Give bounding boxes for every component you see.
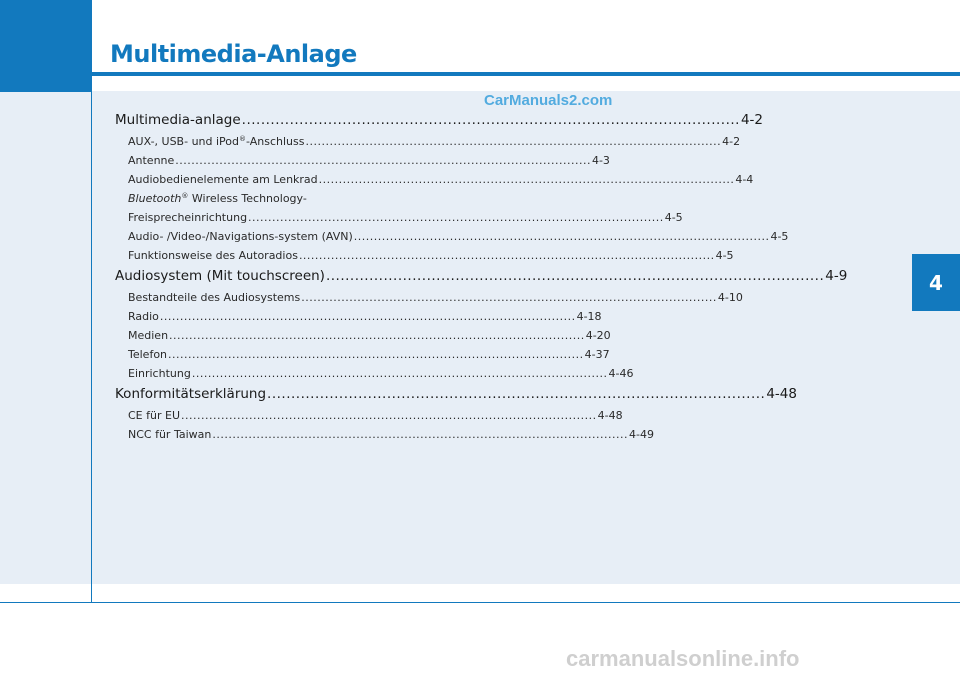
corner-block: [0, 0, 92, 92]
toc-page-number: 4-18: [576, 310, 602, 323]
toc-label: Freisprecheinrichtung: [128, 211, 248, 224]
toc-label: Medien: [128, 329, 169, 342]
toc-entry-bestandteile[interactable]: [115, 288, 743, 307]
toc-label: Audio- /Video-/Navigations-system (AVN): [128, 230, 353, 243]
toc-label: Antenne: [128, 154, 175, 167]
toc-page-number: 4-48: [766, 386, 797, 402]
title-underline: [92, 72, 960, 76]
toc-leader: ........................................................................................................: [267, 386, 766, 402]
toc-leader: ........................................................................................................: [159, 310, 576, 323]
toc-label: Telefon: [128, 348, 168, 361]
toc-entry-funktionsweise[interactable]: [115, 246, 734, 265]
toc-page-number: 4-48: [597, 409, 623, 422]
toc-page-number: 4-49: [629, 428, 654, 441]
toc-page-number: 4-9: [825, 268, 848, 284]
toc-entry-telefon[interactable]: [115, 345, 610, 364]
toc-page-number: 4-37: [584, 348, 610, 361]
toc-entry-konformitaetserklaerung[interactable]: [115, 383, 797, 406]
vertical-divider: [91, 0, 92, 603]
toc-label: Bestandteile des Audiosystems: [128, 291, 301, 304]
toc-entry-avn[interactable]: [115, 227, 789, 246]
toc-leader: ........................................................................................................: [168, 348, 584, 361]
toc-leader: ........................................................................................................: [298, 249, 715, 262]
toc-leader: ........................................................................................................: [248, 211, 664, 224]
toc-entry-ce-eu[interactable]: [115, 406, 623, 425]
toc-leader: ........................................................................................................: [305, 135, 722, 148]
table-of-contents: [115, 109, 848, 444]
toc-label: Bluetooth® Wireless Technology-: [128, 192, 307, 205]
toc-label: AUX-, USB- und iPod®-Anschluss: [128, 135, 305, 148]
sidebar-band: [0, 92, 92, 584]
toc-leader: ........................................................................................................: [301, 291, 717, 304]
toc-entry-radio[interactable]: [115, 307, 602, 326]
toc-entry-freisprecheinrichtung[interactable]: [115, 208, 683, 227]
toc-label: NCC für Taiwan: [128, 428, 212, 441]
toc-entry-ncc-taiwan[interactable]: [115, 425, 654, 444]
toc-page-number: 4-46: [608, 367, 634, 380]
toc-label: Konformitätserklärung: [115, 386, 267, 402]
toc-page-number: 4-2: [722, 135, 741, 148]
toc-page-number: 4-5: [715, 249, 734, 262]
toc-entry-lenkrad[interactable]: [115, 170, 754, 189]
toc-label: Audiobedienelemente am Lenkrad: [128, 173, 318, 186]
chapter-tab[interactable]: [912, 254, 960, 311]
toc-leader: ........................................................................................................: [169, 329, 585, 342]
toc-page-number: 4-2: [740, 112, 764, 128]
footer-divider: [0, 602, 960, 603]
toc-page-number: 4-3: [591, 154, 610, 167]
chapter-number: 4: [929, 270, 943, 295]
toc-label: Audiosystem (Mit touchscreen): [115, 268, 325, 284]
toc-leader: ........................................................................................................: [212, 428, 629, 441]
toc-leader: ........................................................................................................: [318, 173, 735, 186]
toc-leader: ........................................................................................................: [191, 367, 608, 380]
toc-page-number: 4-20: [585, 329, 611, 342]
toc-leader: ........................................................................................................: [241, 112, 740, 128]
toc-entry-antenne[interactable]: [115, 151, 610, 170]
toc-entry-audiosystem[interactable]: [115, 265, 848, 288]
toc-leader: ........................................................................................................: [175, 154, 591, 167]
toc-page-number: 4-5: [664, 211, 683, 224]
toc-label: CE für EU: [128, 409, 180, 422]
toc-leader: ........................................................................................................: [353, 230, 770, 243]
watermark-carmanuals2: CarManuals2.com: [484, 92, 613, 109]
watermark-carmanualsonline: carmanualsonline.info: [566, 646, 800, 671]
toc-entry-aux-usb-ipod[interactable]: [115, 132, 741, 151]
toc-entry-bluetooth[interactable]: [115, 189, 466, 208]
toc-label: Multimedia-anlage: [115, 112, 241, 128]
toc-leader: ........................................................................................................: [181, 409, 597, 422]
toc-page-number: 4-4: [735, 173, 754, 186]
toc-entry-einrichtung[interactable]: [115, 364, 634, 383]
toc-label: Einrichtung: [128, 367, 191, 380]
toc-label: Funktionsweise des Autoradios: [128, 249, 298, 262]
toc-leader: ........................................................................................................: [325, 268, 825, 284]
toc-page-number: 4-5: [770, 230, 789, 243]
toc-page-number: 4-10: [717, 291, 743, 304]
toc-label: Radio: [128, 310, 159, 323]
toc-entry-multimedia-anlage[interactable]: [115, 109, 764, 132]
page-title: Multimedia-Anlage: [110, 40, 357, 68]
toc-entry-medien[interactable]: [115, 326, 611, 345]
